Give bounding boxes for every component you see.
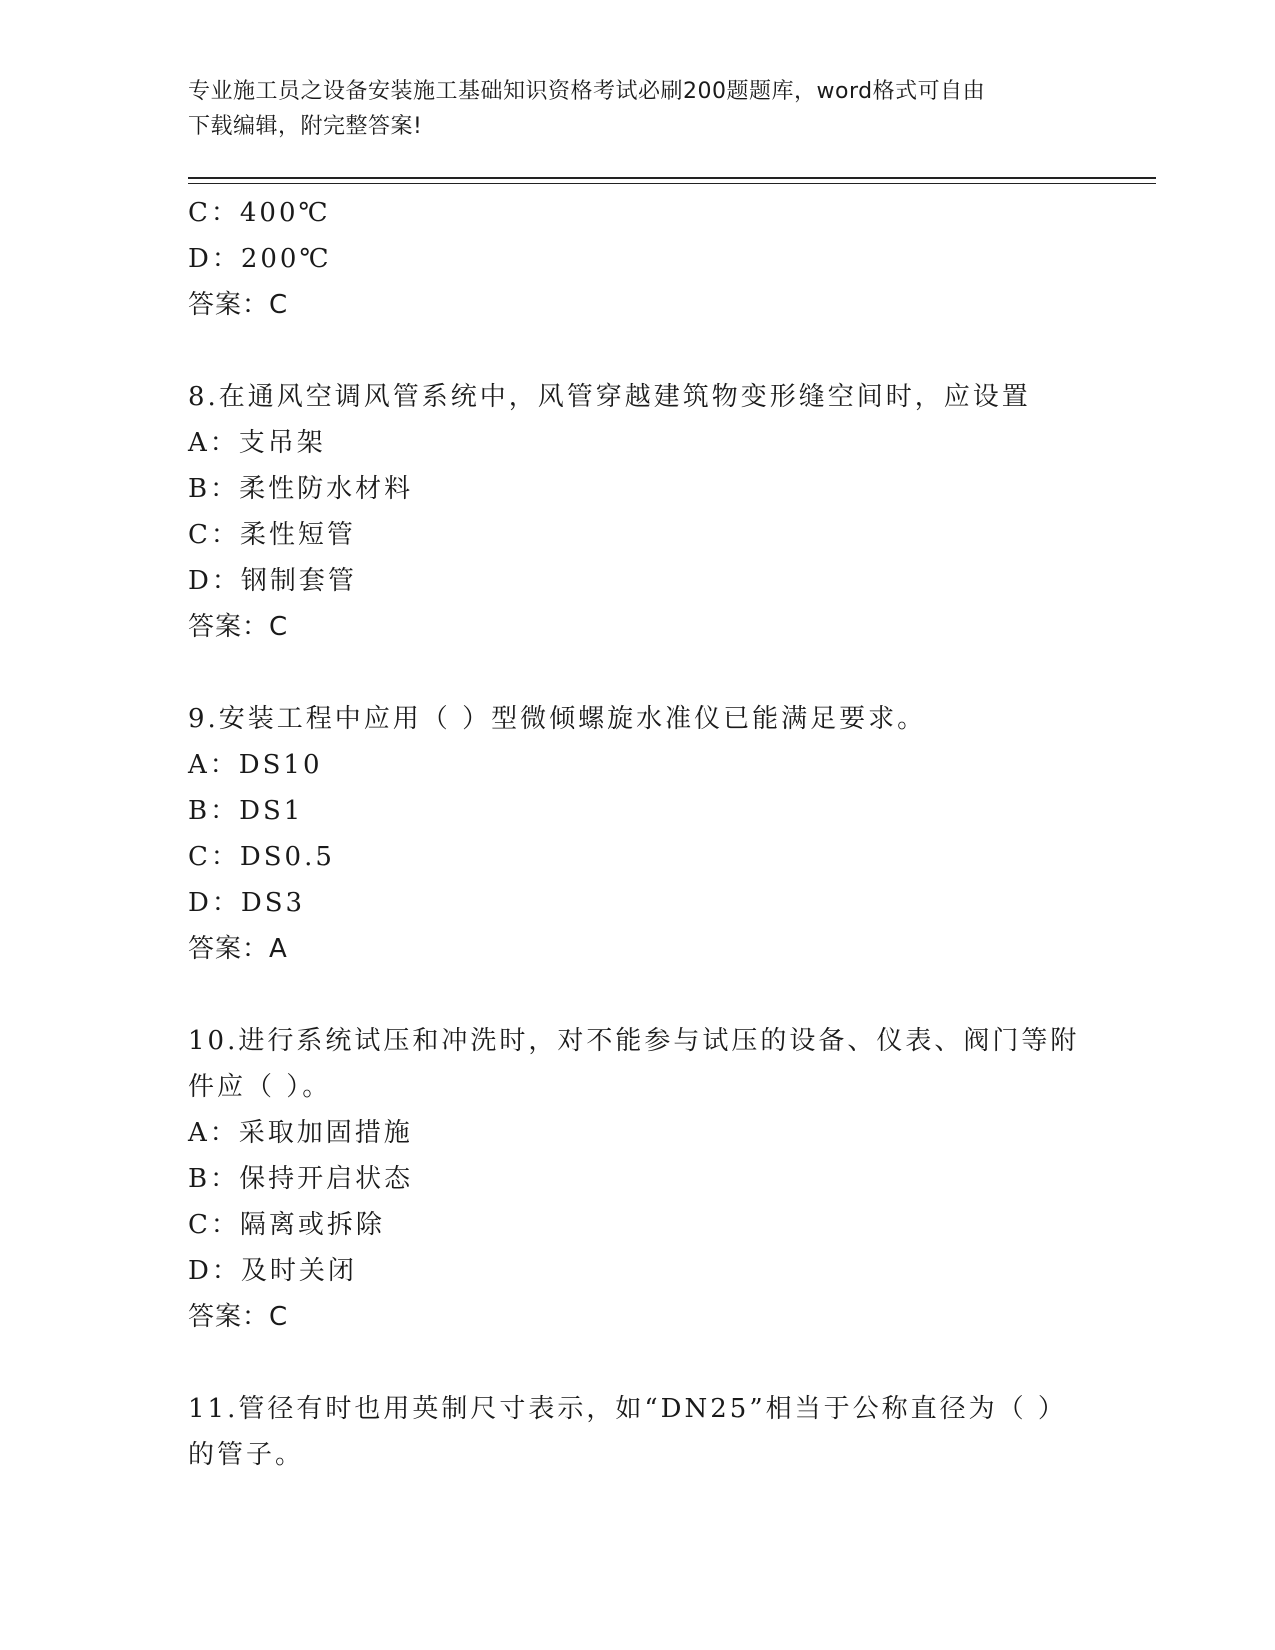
question-stem: 8.在通风空调风管系统中，风管穿越建筑物变形缝空间时，应设置	[188, 382, 1031, 412]
option-a: A：支吊架	[188, 428, 326, 458]
option-d: D：DS3	[188, 888, 306, 918]
spacer	[188, 1340, 1088, 1386]
option-d: D：200℃	[188, 244, 332, 274]
option-b: B：柔性防水材料	[188, 474, 414, 504]
question-stem: 9.安装工程中应用（ ）型微倾螺旋水准仪已能满足要求。	[188, 704, 927, 734]
option-d: D：钢制套管	[188, 566, 357, 596]
answer: 答案：A	[188, 934, 288, 964]
answer: 答案：C	[188, 612, 289, 642]
option-a: A：DS10	[188, 750, 323, 780]
header-rule-thick	[188, 177, 1156, 179]
question-stem-line-2: 件应（ ）。	[188, 1072, 332, 1102]
header-title-line-2: 下载编辑，附完整答案!	[188, 114, 423, 139]
option-d: D：及时关闭	[188, 1256, 357, 1286]
question-list	[188, 190, 1088, 1478]
option-c: C：隔离或拆除	[188, 1210, 385, 1240]
question-11	[188, 1386, 1088, 1478]
answer: 答案：C	[188, 290, 289, 320]
question-9	[188, 696, 1088, 972]
option-a: A：采取加固措施	[188, 1118, 413, 1148]
spacer	[188, 328, 1088, 374]
option-c: C：柔性短管	[188, 520, 356, 550]
spacer	[188, 650, 1088, 696]
question-10	[188, 1018, 1088, 1340]
question-8	[188, 374, 1088, 650]
answer: 答案：C	[188, 1302, 289, 1332]
question-stem-line-2: 的管子。	[188, 1440, 305, 1470]
option-b: B：DS1	[188, 796, 304, 826]
spacer	[188, 972, 1088, 1018]
header-rule-thin	[188, 183, 1156, 184]
question-7-continued	[188, 190, 1088, 328]
document-header	[188, 74, 1088, 144]
question-stem-line-1: 11.管径有时也用英制尺寸表示，如“DN25”相当于公称直径为（ ）	[188, 1394, 1067, 1424]
option-b: B：保持开启状态	[188, 1164, 414, 1194]
option-c: C：DS0.5	[188, 842, 335, 872]
question-stem-line-1: 10.进行系统试压和冲洗时，对不能参与试压的设备、仪表、阀门等附	[188, 1026, 1080, 1056]
header-title-line-1: 专业施工员之设备安装施工基础知识资格考试必刷200题题库，word格式可自由	[188, 79, 986, 104]
option-c: C：400℃	[188, 198, 331, 228]
